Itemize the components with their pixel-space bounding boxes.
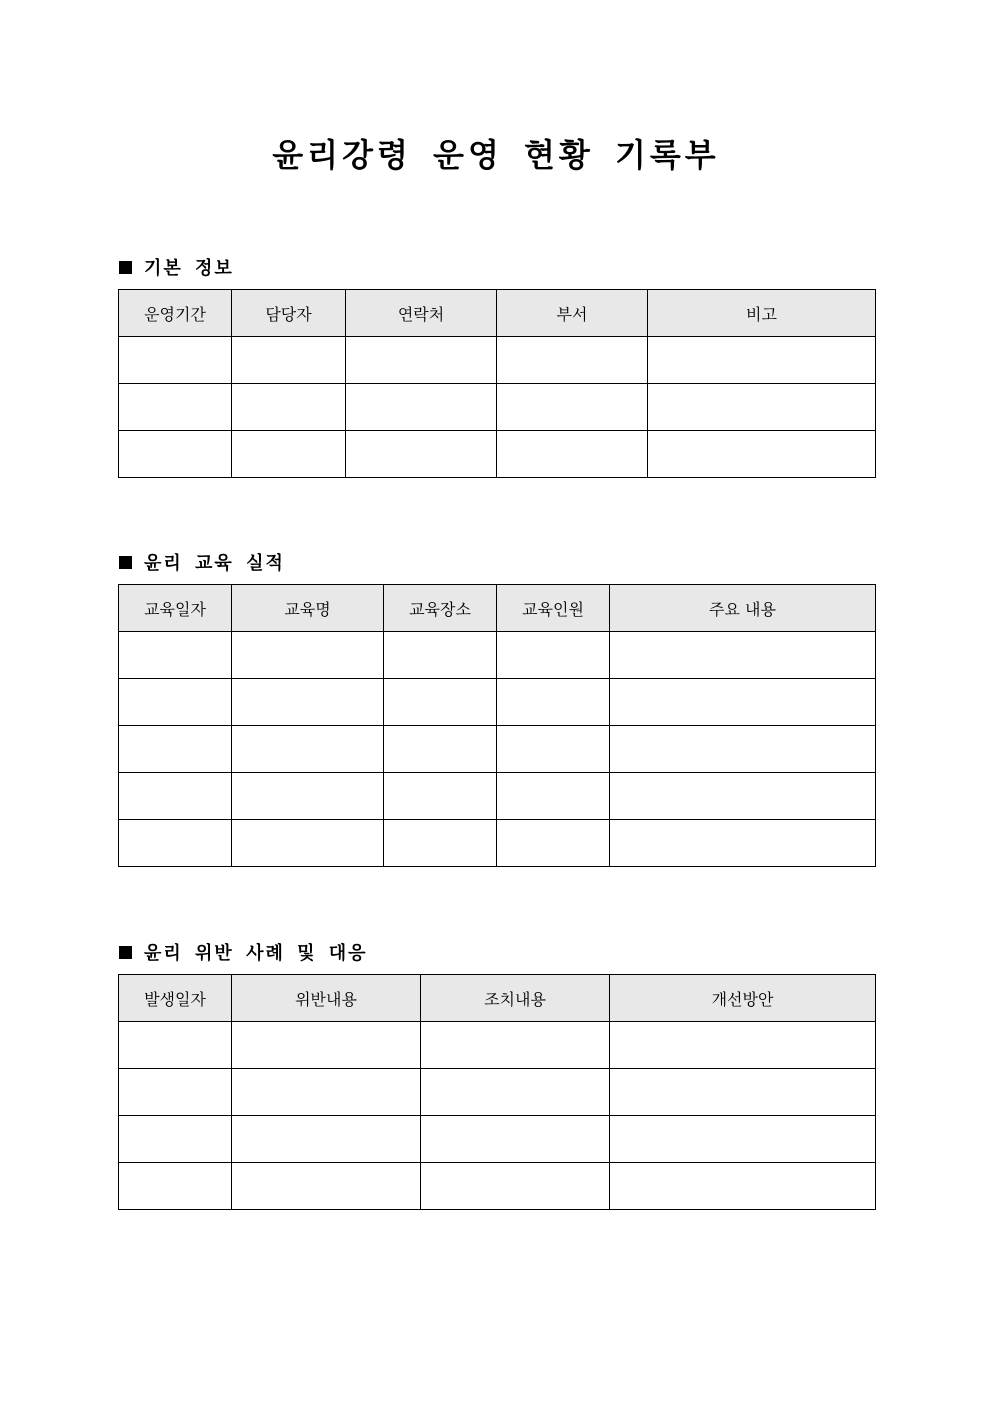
section-heading-ethics-training xyxy=(119,549,285,575)
basic-info-table xyxy=(118,289,876,478)
table-cell[interactable] xyxy=(346,337,497,384)
column-header: 조치내용 xyxy=(421,975,610,1022)
page-title: 윤리강령 운영 현황 기록부 xyxy=(272,136,720,174)
table-cell[interactable] xyxy=(232,337,346,384)
table-cell[interactable] xyxy=(232,431,346,478)
table-cell[interactable] xyxy=(610,726,876,773)
table-cell[interactable] xyxy=(232,1116,421,1163)
table-cell[interactable] xyxy=(119,1069,232,1116)
table-cell[interactable] xyxy=(384,679,497,726)
table-cell[interactable] xyxy=(232,1163,421,1210)
ethics-training-table xyxy=(118,584,876,867)
table-cell[interactable] xyxy=(497,337,648,384)
table-row xyxy=(119,773,876,820)
table-cell[interactable] xyxy=(119,1116,232,1163)
table-cell[interactable] xyxy=(119,337,232,384)
square-bullet-icon xyxy=(119,261,132,274)
table-cell[interactable] xyxy=(232,384,346,431)
table-cell[interactable] xyxy=(497,820,610,867)
table-cell[interactable] xyxy=(497,726,610,773)
table-cell[interactable] xyxy=(384,820,497,867)
column-header: 운영기간 xyxy=(119,290,232,337)
table-cell[interactable] xyxy=(232,726,384,773)
table-row xyxy=(119,384,876,431)
table-cell[interactable] xyxy=(610,632,876,679)
table-cell[interactable] xyxy=(610,1022,876,1069)
table-row xyxy=(119,337,876,384)
table-cell[interactable] xyxy=(648,337,876,384)
column-header: 위반내용 xyxy=(232,975,421,1022)
table-cell[interactable] xyxy=(610,679,876,726)
table-cell[interactable] xyxy=(610,1163,876,1210)
column-header: 부서 xyxy=(497,290,648,337)
table-cell[interactable] xyxy=(119,384,232,431)
square-bullet-icon xyxy=(119,556,132,569)
section-heading-label: 기본 정보 xyxy=(144,258,234,279)
column-header: 교육일자 xyxy=(119,585,232,632)
table-cell[interactable] xyxy=(346,384,497,431)
table-row xyxy=(119,820,876,867)
table-cell[interactable] xyxy=(119,726,232,773)
table-cell[interactable] xyxy=(421,1069,610,1116)
violations-table xyxy=(118,974,876,1210)
table-row xyxy=(119,632,876,679)
table-row xyxy=(119,1022,876,1069)
table-cell[interactable] xyxy=(119,773,232,820)
table-row xyxy=(119,679,876,726)
table-cell[interactable] xyxy=(119,820,232,867)
table-cell[interactable] xyxy=(384,773,497,820)
table-cell[interactable] xyxy=(384,632,497,679)
table-header-row xyxy=(119,975,876,1022)
table-cell[interactable] xyxy=(497,384,648,431)
table-cell[interactable] xyxy=(421,1116,610,1163)
section-heading-label: 윤리 위반 사례 및 대응 xyxy=(144,943,368,964)
table-cell[interactable] xyxy=(232,1022,421,1069)
table-cell[interactable] xyxy=(119,431,232,478)
table-row xyxy=(119,431,876,478)
table-cell[interactable] xyxy=(232,1069,421,1116)
table-cell[interactable] xyxy=(232,679,384,726)
table-row xyxy=(119,1116,876,1163)
table-cell[interactable] xyxy=(119,632,232,679)
table-cell[interactable] xyxy=(497,632,610,679)
table-cell[interactable] xyxy=(648,431,876,478)
table-cell[interactable] xyxy=(610,820,876,867)
table-row xyxy=(119,726,876,773)
column-header: 개선방안 xyxy=(610,975,876,1022)
table-header-row xyxy=(119,585,876,632)
table-row xyxy=(119,1163,876,1210)
column-header: 교육명 xyxy=(232,585,384,632)
table-cell[interactable] xyxy=(346,431,497,478)
table-row xyxy=(119,1069,876,1116)
table-cell[interactable] xyxy=(232,820,384,867)
table-cell[interactable] xyxy=(232,773,384,820)
column-header: 비고 xyxy=(648,290,876,337)
table-cell[interactable] xyxy=(648,384,876,431)
column-header: 연락처 xyxy=(346,290,497,337)
column-header: 교육인원 xyxy=(497,585,610,632)
table-cell[interactable] xyxy=(232,632,384,679)
column-header: 교육장소 xyxy=(384,585,497,632)
section-heading-basic-info xyxy=(119,254,234,280)
table-cell[interactable] xyxy=(119,1022,232,1069)
section-heading-label: 윤리 교육 실적 xyxy=(144,553,285,574)
square-bullet-icon xyxy=(119,946,132,959)
column-header: 담당자 xyxy=(232,290,346,337)
table-cell[interactable] xyxy=(497,773,610,820)
table-cell[interactable] xyxy=(119,679,232,726)
table-cell[interactable] xyxy=(421,1163,610,1210)
table-cell[interactable] xyxy=(421,1022,610,1069)
table-cell[interactable] xyxy=(119,1163,232,1210)
table-cell[interactable] xyxy=(610,1116,876,1163)
table-cell[interactable] xyxy=(610,773,876,820)
column-header: 발생일자 xyxy=(119,975,232,1022)
table-header-row xyxy=(119,290,876,337)
table-cell[interactable] xyxy=(384,726,497,773)
column-header: 주요 내용 xyxy=(610,585,876,632)
section-heading-violations xyxy=(119,939,368,965)
table-cell[interactable] xyxy=(497,431,648,478)
table-cell[interactable] xyxy=(497,679,610,726)
table-cell[interactable] xyxy=(610,1069,876,1116)
